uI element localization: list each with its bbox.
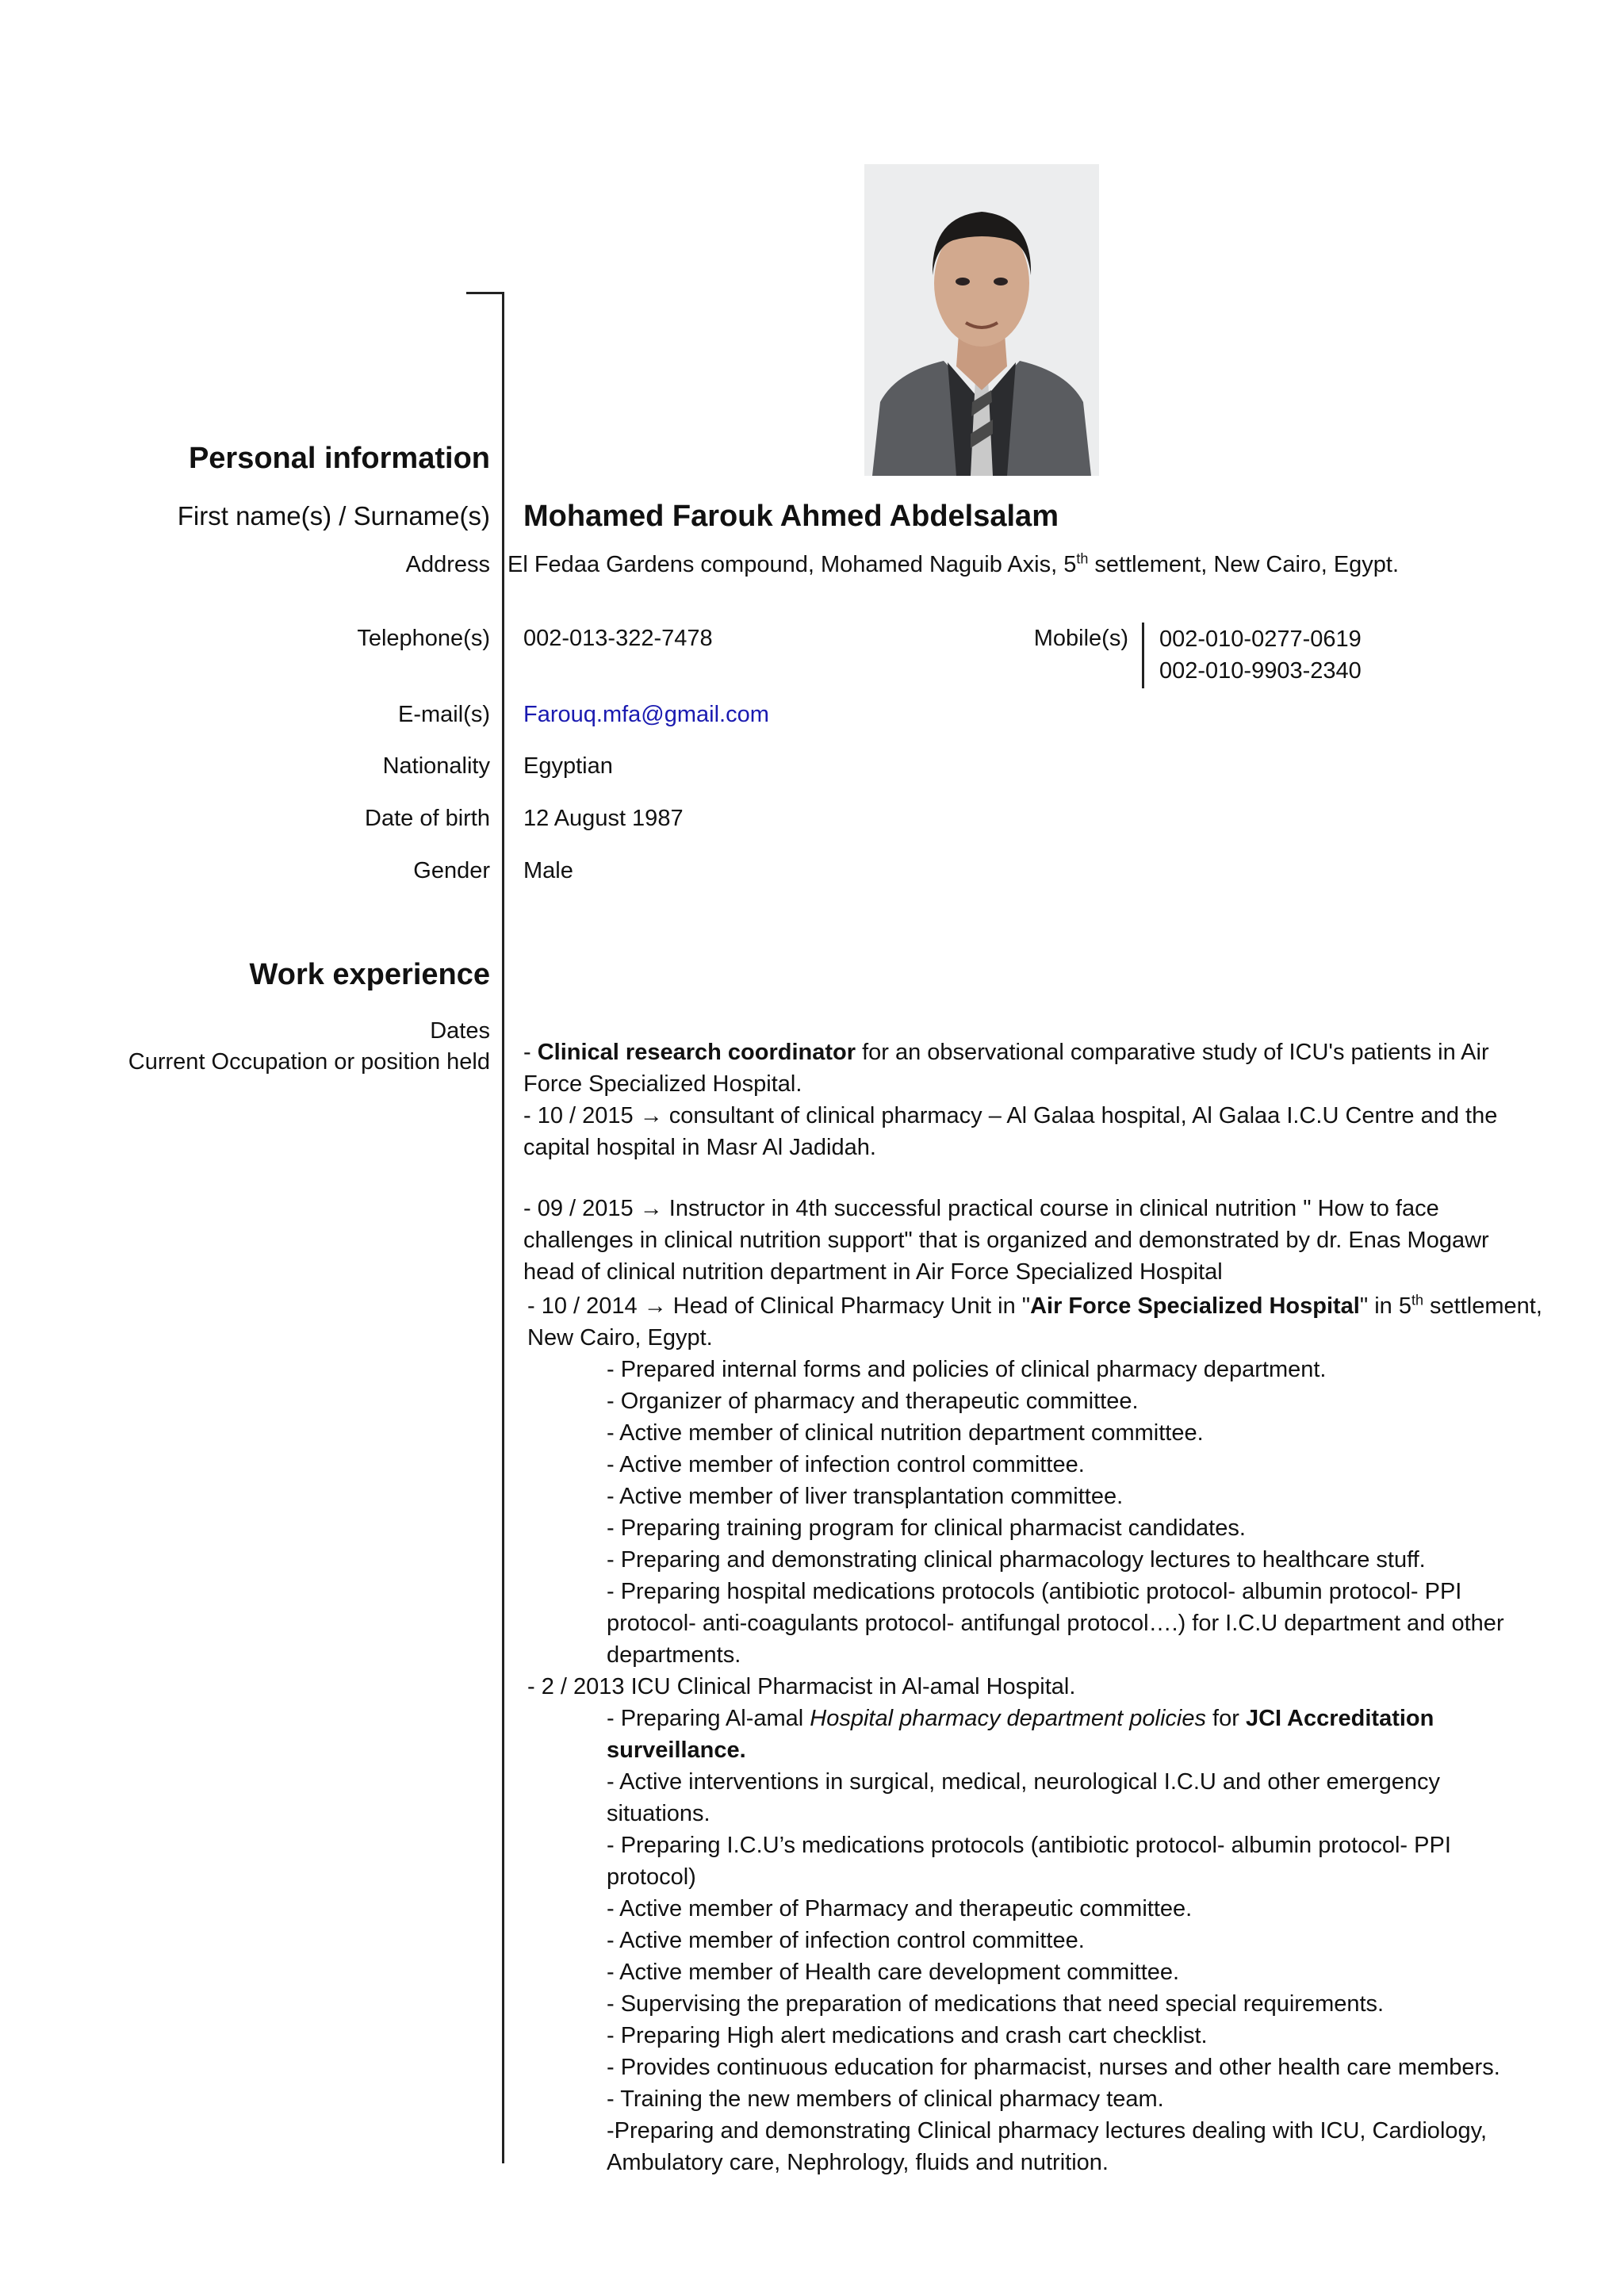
list-item: - Active interventions in surgical, medical, neurological I.C.U and other emergency situations. <box>607 1769 1440 1826</box>
list-item: - Active member of Health care development committee. <box>607 1960 1180 1985</box>
name-label: First name(s) / Surname(s) <box>177 501 490 531</box>
gender-value: Male <box>523 858 573 883</box>
entry-head-clinical-pharmacy: - 10 / 2014 → Head of Clinical Pharmacy Unit in "Air Force Specialized Hospital" in 5th settlement, New Cairo, Egypt. - Prepared internal forms and policies of clinical pharmacy department. - Organizer of pharmacy and therapeutic committee. - Active member of clinical nutrition department committee. - Active member of infection control committee. - Active member of liver transplantation committee. - Preparing training program for clinical pharmacist candidates. - Preparing and demonstrating clinical pharmacology lectures to healthcare stuff. - Preparing hospital medications protocols (antibiotic protocol- albumin protocol- PPI protocol- anti-coagulants protocol- antifungal protocol….) for I.C.U department and other departments. <box>527 1290 1546 1671</box>
mobile-number: 002-010-9903-2340 <box>1159 658 1362 684</box>
list-item: - Preparing training program for clinical pharmacist candidates. <box>607 1515 1246 1541</box>
occupation-label: Current Occupation or position held <box>128 1049 490 1075</box>
list-item: - Active member of Pharmacy and therapeutic committee. <box>607 1896 1193 1921</box>
work-entries-recent <box>523 1036 1542 1288</box>
entry-icu-pharmacist: - 2 / 2013 ICU Clinical Pharmacist in Al-amal Hospital. - Preparing Al-amal Hospital pharmacy department policies for JCI Accreditation surveillance. - Active interventions in surgical, medical, neurological I.C.U and other emergency situations. - Preparing I.C.U’s medications protocols (antibiotic protocol- albumin protocol- PPI protocol) - Active member of Pharmacy and therapeutic committee. - Active member of infection control committee. - Active member of Health care development committee. - Supervising the preparation of medications that need special requirements. - Preparing High alert medications and crash cart checklist. - Provides continuous education for pharmacist, nurses and other health care members. - Training the new members of clinical pharmacy team. -Preparing and demonstrating Clinical pharmacy lectures dealing with ICU, Cardiology, Ambulatory care, Nephrology, fluids and nutrition. <box>527 1671 1546 2178</box>
nationality-value: Egyptian <box>523 753 613 779</box>
list-item: - Preparing hospital medications protocols (antibiotic protocol- albumin protocol- PPI protocol- anti-coagulants protocol- antifungal protocol….) for I.C.U department and other departments. <box>607 1579 1504 1668</box>
full-name: Mohamed Farouk Ahmed Abdelsalam <box>523 500 1059 533</box>
mobile-divider <box>1142 623 1144 688</box>
list-item: - Preparing Al-amal Hospital pharmacy department policies for JCI Accreditation surveillance. <box>607 1706 1434 1763</box>
entry-consultant: - 10 / 2015 → consultant of clinical pharmacy – Al Galaa hospital, Al Galaa I.C.U Centre and the capital hospital in Masr Al Jadidah. <box>523 1103 1498 1160</box>
header-rule-tick <box>466 292 504 294</box>
email-link[interactable]: Farouq.mfa@gmail.com <box>523 702 769 727</box>
list-item: -Preparing and demonstrating Clinical pharmacy lectures dealing with ICU, Cardiology, Ambulatory care, Nephrology, fluids and nutrition. <box>607 2118 1488 2175</box>
telephone-value: 002-013-322-7478 <box>523 626 713 651</box>
dob-label: Date of birth <box>365 806 490 831</box>
entry-research-coordinator: - Clinical research coordinator for an observational comparative study of ICU's patients in Air Force Specialized Hospital. <box>523 1040 1489 1097</box>
gender-label: Gender <box>413 858 490 883</box>
dob-value: 12 August 1987 <box>523 806 684 831</box>
list-item: - Preparing and demonstrating clinical pharmacology lectures to healthcare stuff. <box>607 1547 1426 1573</box>
profile-photo <box>864 164 1099 476</box>
mobile-label: Mobile(s) <box>1033 626 1128 651</box>
list-item: - Training the new members of clinical pharmacy team. <box>607 2086 1164 2112</box>
dates-label: Dates <box>430 1018 490 1044</box>
telephone-label: Telephone(s) <box>357 626 490 651</box>
section-title-work: Work experience <box>249 958 490 991</box>
list-item: - Preparing High alert medications and crash cart checklist. <box>607 2023 1208 2048</box>
address-label: Address <box>405 552 490 577</box>
list-item: - Prepared internal forms and policies of clinical pharmacy department. <box>607 1357 1327 1382</box>
nationality-label: Nationality <box>382 753 490 779</box>
list-item: - Supervising the preparation of medications that need special requirements. <box>607 1991 1385 2017</box>
column-divider <box>502 292 504 2163</box>
section-title-personal: Personal information <box>188 442 490 475</box>
mobile-list <box>1159 623 1362 687</box>
list-item: - Active member of clinical nutrition department committee. <box>607 1420 1204 1446</box>
person-portrait-icon <box>864 164 1099 476</box>
list-item: - Active member of infection control committee. <box>607 1928 1085 1953</box>
mobile-number: 002-010-0277-0619 <box>1159 626 1362 652</box>
list-item: - Organizer of pharmacy and therapeutic committee. <box>607 1389 1139 1414</box>
list-item: - Provides continuous education for pharmacist, nurses and other health care members. <box>607 2055 1500 2080</box>
list-item: - Preparing I.C.U’s medications protocols (antibiotic protocol- albumin protocol- PPI protocol) <box>607 1833 1451 1890</box>
email-label: E-mail(s) <box>398 702 490 727</box>
list-item: - Active member of liver transplantation committee. <box>607 1484 1124 1509</box>
address-value: El Fedaa Gardens compound, Mohamed Naguib Axis, 5th settlement, New Cairo, Egypt. <box>508 550 1400 577</box>
entry-instructor: - 09 / 2015 → Instructor in 4th successful practical course in clinical nutrition " How to face challenges in clinical nutrition support" that is organized and demonstrated by dr. Enas Mogawr head of clinical nutrition department in Air Force Specialized Hospital <box>523 1196 1489 1285</box>
list-item: - Active member of infection control committee. <box>607 1452 1085 1477</box>
